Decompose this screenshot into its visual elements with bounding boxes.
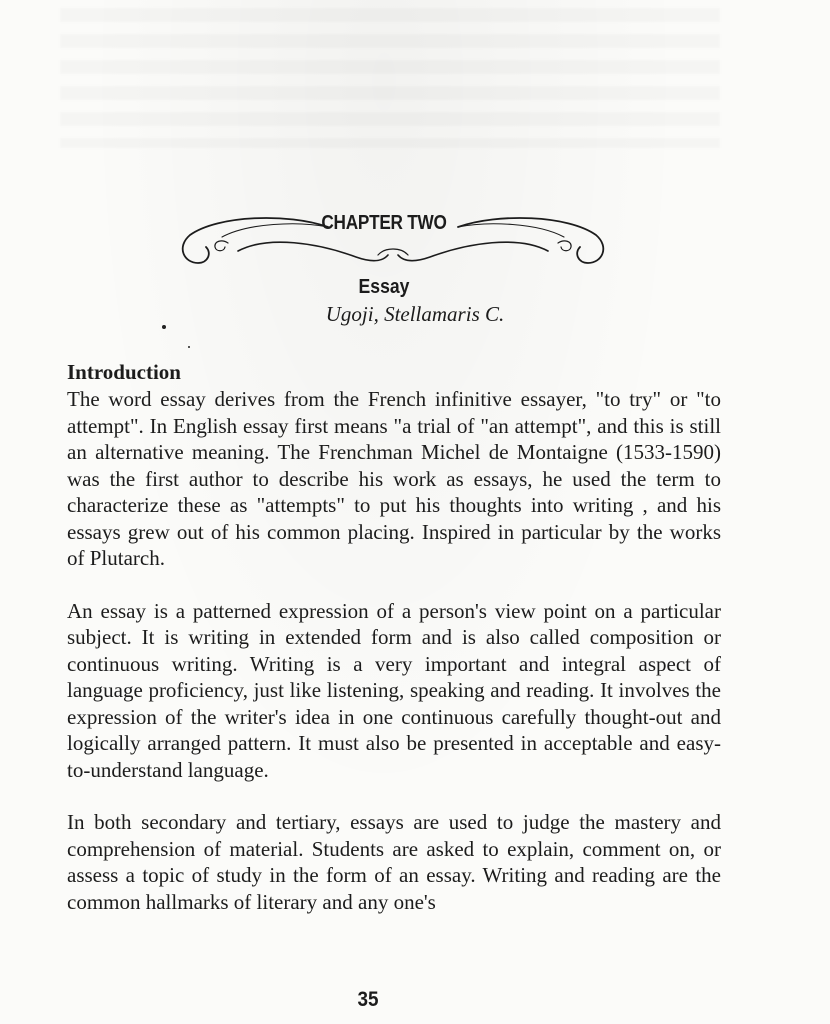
print-speck <box>162 325 166 329</box>
chapter-title: CHAPTER TWO <box>321 212 447 234</box>
paragraph: An essay is a patterned expression of a person's view point on a particular subject. It is writing in extended form and is also called composition or continuous writing. Writing is a very important and integral aspect of language proficiency, just like listening, speaking and reading. It involves the expression of the writer's idea in one continuous carefully thought-out and logically arranged pattern. It must also be presented in acceptable and easy-to-understand language. <box>67 598 721 782</box>
print-speck <box>188 346 190 348</box>
bleed-through-text <box>60 8 720 148</box>
author-name: Ugoji, Stellamaris C. <box>325 302 505 326</box>
paragraph: In both secondary and tertiary, essays are used to judge the mastery and comprehension of material. Students are asked to explain, comment on, or assess a topic of study in the form of an essay. Writing and reading are the common hallmarks of literary and any one's <box>67 810 721 914</box>
chapter-body <box>67 358 721 914</box>
page-number: 35 <box>357 988 379 1011</box>
paragraph: The word essay derives from the French infinitive essayer, "to try" or "to attempt". In English essay first means "a trial of "an attempt", and this is still an alternative meaning. The Frenchman Michel de Montaigne (1533-1590) was the first author to describe his work as essays, he used the term to characterize these as "attempts" to put his thoughts into writing , and his essays grew out of his common placing. Inspired in particular by the works of Plutarch. <box>67 387 721 570</box>
section-heading: Introduction <box>67 360 181 384</box>
essay-title: Essay <box>358 276 410 298</box>
